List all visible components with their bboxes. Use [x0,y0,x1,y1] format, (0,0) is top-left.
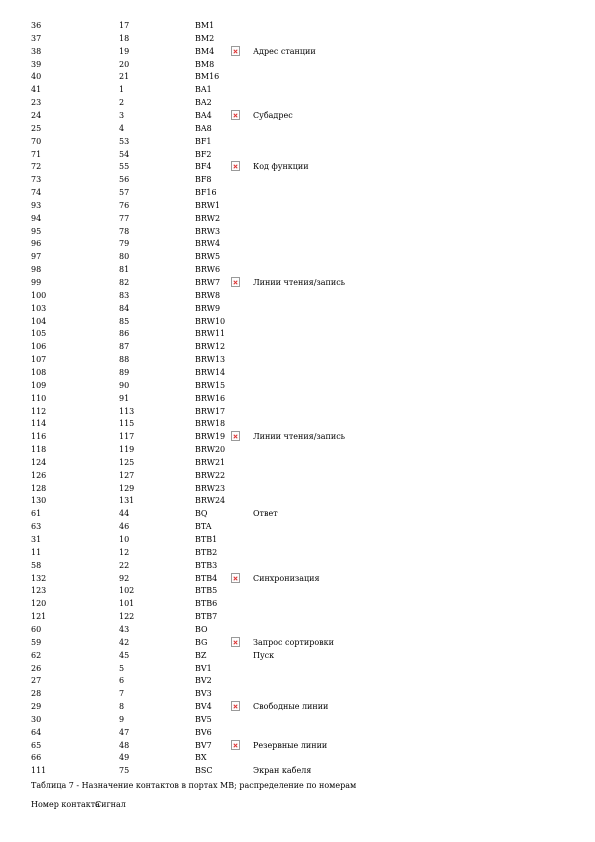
signal-name: BRW21 [195,457,226,467]
pin-number: 128 [31,483,47,493]
signal-name: BRW9 [195,303,221,313]
pin-number: 124 [31,457,47,467]
connector-pin: 43 [119,624,130,634]
pin-number: 110 [31,393,47,403]
signal-name: BRW6 [195,265,221,275]
pin-number: 97 [31,252,42,262]
pin-number: 130 [31,496,47,506]
signal-name: BTB5 [195,586,218,596]
pin-number: 39 [31,59,42,69]
pin-number: 105 [31,329,47,339]
pin-number: 63 [31,522,42,532]
signal-name: BRW23 [195,483,226,493]
connector-pin: 75 [119,766,130,776]
pin-number: 126 [31,470,47,480]
connector-pin: 90 [119,380,130,390]
pin-number: 120 [31,599,47,609]
broken-image-icon [231,573,240,583]
connector-pin: 92 [119,573,130,583]
signal-name: BTB7 [195,612,218,622]
broken-image-icon [231,46,240,56]
signal-name: BF1 [195,136,212,146]
pin-number: 104 [31,316,47,326]
pin-number: 31 [31,535,42,544]
signal-name: BRW14 [195,367,226,377]
connector-pin: 53 [119,136,130,146]
pin-number: 62 [31,650,42,660]
connector-pin: 76 [119,200,130,210]
connector-pin: 42 [119,637,130,647]
connector-pin: 113 [119,406,135,416]
signal-name: BTB1 [195,535,218,544]
group-label-text: Свободные линии [253,702,329,712]
pin-number: 27 [31,676,42,686]
group-label-text: Адрес станции [253,46,316,56]
broken-image-icon [231,277,240,287]
pin-number: 26 [31,663,42,673]
connector-pin: 47 [119,727,130,737]
pin-number: 23 [31,98,42,108]
pin-number: 64 [31,727,42,737]
connector-pin: 78 [119,226,130,236]
connector-pin: 56 [119,175,130,185]
pin-number: 94 [31,213,42,223]
pin-number: 59 [31,637,42,647]
signal-name: BTB3 [195,560,218,570]
pin-number: 116 [31,432,47,442]
connector-pin: 125 [119,457,135,467]
broken-image-icon [231,161,240,171]
group-label-text: Ответ [253,509,278,519]
connector-pin: 6 [119,676,125,686]
pin-number: 41 [31,85,42,95]
signal-name: BRW1 [195,200,221,210]
group-label-text: Запрос сортировки [253,637,334,647]
signal-name: BF8 [195,175,212,185]
pin-number: 28 [31,689,42,699]
signal-name: BRW19 [195,432,226,442]
group-label-text: Пуск [253,650,275,660]
connector-pin: 101 [119,599,135,609]
pin-number: 114 [31,419,47,429]
signal-name: BRW12 [195,342,226,352]
signal-name: BRW10 [195,316,226,326]
connector-pin: 54 [119,149,130,159]
connector-pin: 102 [119,586,135,596]
signal-name: BX [195,753,207,763]
connector-pin: 81 [119,265,130,275]
connector-pin: 2 [119,98,125,108]
connector-pin: 10 [119,535,130,544]
connector-pin: 22 [119,560,130,570]
connector-pin: 57 [119,188,130,198]
signal-name: BV4 [195,702,212,712]
signal-name: BA2 [195,98,212,108]
signal-name: BV1 [195,663,212,673]
signal-name: BV3 [195,689,212,699]
pin-number: 107 [31,355,47,365]
group-label-text: Синхронизация [253,573,320,583]
connector-pin: 8 [119,702,125,712]
connector-pin: 55 [119,162,130,172]
signal-name: BV2 [195,676,212,686]
connector-pin: 82 [119,278,130,287]
pin-number: 93 [31,200,42,210]
connector-pin: 19 [119,46,130,56]
pin-number: 99 [31,278,42,287]
connector-pin: 91 [119,393,130,403]
pin-number: 58 [31,560,42,570]
connector-pin: 115 [119,419,135,429]
connector-pin: 7 [119,689,125,699]
pin-number: 112 [31,406,47,416]
connector-pin: 45 [119,650,130,660]
connector-pin: 9 [119,714,125,724]
connector-pin: 87 [119,342,130,352]
pin-number: 61 [31,509,42,519]
pin-number: 100 [31,290,47,300]
pin-number: 111 [31,766,47,776]
connector-pin: 127 [119,470,135,480]
group-label-text: Экран кабеля [253,766,312,776]
broken-image-icon [231,431,240,441]
signal-name: BF4 [195,162,212,172]
connector-pin: 12 [119,547,130,557]
connector-pin: 3 [119,110,125,120]
signal-name: BRW24 [195,496,226,506]
group-label-text: Резервные линии [253,740,328,750]
signal-name: BRW5 [195,252,221,262]
connector-pin: 1 [119,85,125,95]
pin-number: 108 [31,367,47,377]
pin-number: 95 [31,226,42,236]
group-label-text: Линии чтения/запись [253,432,346,442]
connector-pin: 131 [119,496,135,506]
signal-name: BRW16 [195,393,226,403]
pin-number: 103 [31,303,47,313]
signal-name: BRW22 [195,470,226,480]
pin-number: 36 [31,21,42,30]
pin-number: 29 [31,702,42,712]
signal-name: BG [195,637,208,647]
signal-name: BM2 [195,33,215,43]
signal-name: BRW13 [195,355,226,365]
connector-pin: 4 [119,123,125,133]
connector-pin: 49 [119,753,130,763]
pin-number: 30 [31,714,42,724]
connector-pin: 122 [119,612,135,622]
signal-name: BM4 [195,46,215,56]
connector-pin: 117 [119,432,135,442]
pin-number: 72 [31,162,42,172]
group-label-text: Субадрес [253,110,293,120]
pin-number: 98 [31,265,42,275]
pin-number: 65 [31,740,42,750]
pin-number: 25 [31,123,42,133]
signal-name: BRW8 [195,290,221,300]
signal-name: BTB2 [195,547,218,557]
pin-number: 37 [31,33,42,43]
signal-name: BRW4 [195,239,221,249]
signal-name: BO [195,624,208,634]
connector-pin: 84 [119,303,130,313]
connector-pin: 20 [119,59,130,69]
signal-name: BA1 [195,85,212,95]
connector-pin: 5 [119,663,125,673]
connector-pin: 17 [119,21,130,30]
signal-name: BQ [195,509,208,519]
signal-name: BSC [195,766,213,776]
connector-pin: 83 [119,290,130,300]
signal-name: BRW20 [195,445,226,455]
group-label-text: Линии чтения/запись [253,278,346,287]
signal-name: BV6 [195,727,212,737]
broken-image-icon [231,701,240,711]
broken-image-icon [231,637,240,647]
connector-pin: 86 [119,329,130,339]
connector-pin: 88 [119,355,130,365]
pin-number: 66 [31,753,42,763]
signal-name: BRW3 [195,226,221,236]
connector-pin: 85 [119,316,130,326]
connector-pin: 77 [119,213,130,223]
pin-number: 71 [31,149,42,159]
connector-pin: 89 [119,367,130,377]
subheader-pin-number: Номер контакта [31,800,100,809]
pin-number: 24 [31,110,42,120]
pin-number: 106 [31,342,47,352]
connector-pin: 79 [119,239,130,249]
signal-name: BV5 [195,714,212,724]
pin-number: 40 [31,72,42,82]
group-label-text: Код функции [253,162,309,172]
signal-name: BM16 [195,72,220,82]
connector-pin: 80 [119,252,130,262]
pin-number: 60 [31,624,42,634]
connector-pin: 44 [119,509,130,519]
pin-number: 74 [31,188,42,198]
pin-number: 123 [31,586,47,596]
signal-name: BTA [195,522,212,532]
signal-name: BA4 [195,110,212,120]
signal-name: BZ [195,650,207,660]
broken-image-icon [231,110,240,120]
signal-name: BRW11 [195,329,226,339]
pin-number: 11 [31,547,42,557]
connector-pin: 129 [119,483,135,493]
signal-name: BM1 [195,21,215,30]
signal-name: BF16 [195,188,217,198]
pin-number: 38 [31,46,42,56]
signal-name: BV7 [195,740,212,750]
signal-name: BRW7 [195,278,221,287]
pin-number: 118 [31,445,47,455]
signal-name: BRW2 [195,213,221,223]
pin-number: 109 [31,380,47,390]
broken-image-icon [231,740,240,750]
pin-number: 121 [31,612,47,622]
table-caption: Таблица 7 - Назначение контактов в портах MB; распределение по номерам [31,781,357,790]
pin-number: 96 [31,239,42,249]
signal-name: BTB4 [195,573,218,583]
connector-pin: 48 [119,740,130,750]
connector-pin: 46 [119,522,130,532]
signal-name: BA8 [195,123,212,133]
subheader-signal: Сигнал [95,800,126,809]
signal-name: BM8 [195,59,215,69]
connector-pin: 119 [119,445,135,455]
connector-pin: 18 [119,33,130,43]
signal-name: BRW17 [195,406,226,416]
pin-number: 70 [31,136,42,146]
signal-name: BTB6 [195,599,218,609]
signal-name: BRW18 [195,419,226,429]
signal-name: BRW15 [195,380,226,390]
signal-name: BF2 [195,149,212,159]
pin-number: 73 [31,175,42,185]
connector-pin: 21 [119,72,130,82]
pin-number: 132 [31,573,47,583]
